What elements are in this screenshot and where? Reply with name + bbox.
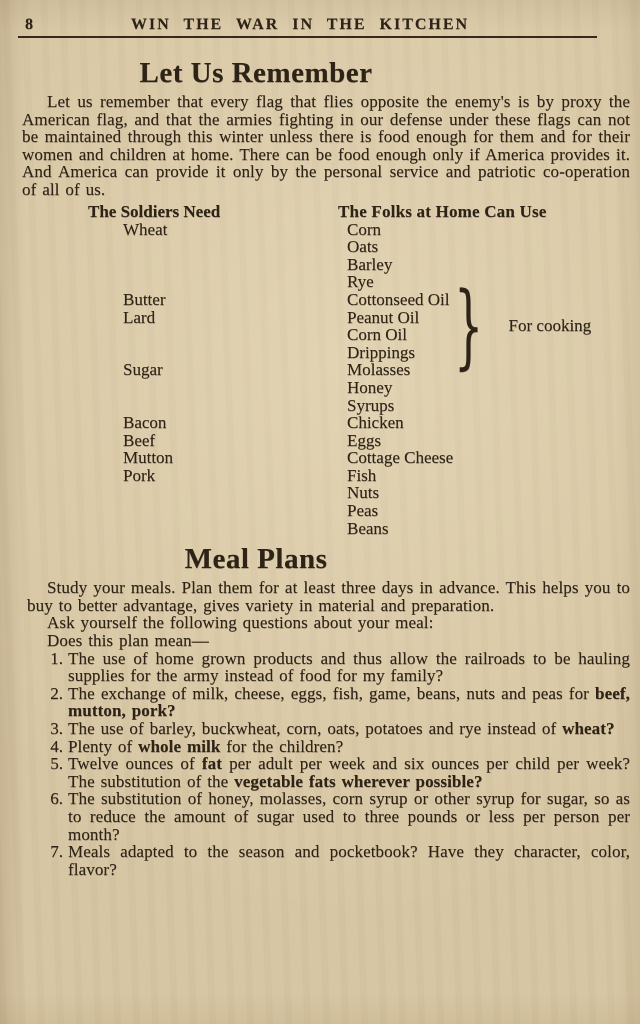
page-header (0, 0, 640, 44)
food-substitution-table (0, 203, 640, 538)
folks-at-home-item: Barley (347, 254, 393, 274)
question-text: The substitution of honey, molasses, corn syrup or other syrup for sugar, so as to reduce the amount of sugar used to three pounds or less per person per month? (68, 789, 630, 844)
soldiers-need-item (0, 256, 338, 274)
food-table-row (0, 221, 640, 239)
food-table-row (0, 432, 640, 450)
food-table-row (0, 467, 640, 485)
question-text: Twelve ounces of fat per adult per week and six ounces per child per week? The substitution of the vegetable fats wherever possible? (68, 754, 630, 791)
folks-at-home-item: Honey (347, 377, 393, 397)
question-text: Plenty of whole milk for the children? (68, 736, 344, 756)
question-item (0, 685, 640, 720)
folks-at-home-item: Syrups (347, 395, 395, 415)
folks-at-home-item: Corn (347, 219, 381, 239)
ask-yourself-line: Ask yourself the following questions about your meal: (47, 613, 434, 633)
question-text: The use of home grown products and thus allow the railroads to be hauling supplies for the army instead of food for my family? (68, 648, 630, 686)
soldiers-need-item (0, 397, 338, 415)
question-number: 2. (50, 683, 63, 703)
soldiers-need-item (0, 484, 338, 502)
folks-at-home-item: Corn Oil (347, 325, 407, 345)
soldiers-need-item (0, 238, 338, 256)
soldiers-need-item: Butter (123, 289, 166, 309)
question-number: 4. (50, 736, 63, 756)
food-table-header-row (0, 203, 640, 221)
question-text: The exchange of milk, cheese, eggs, fish, game, beans, nuts and peas for beef, mutton, pork? (68, 683, 630, 721)
food-table-row (0, 256, 640, 274)
soldiers-need-item: Wheat (123, 219, 168, 239)
food-table-row (0, 502, 640, 520)
folks-at-home-item: Eggs (347, 430, 381, 450)
soldiers-need-item (0, 344, 338, 362)
soldiers-need-item: Beef (123, 430, 156, 450)
soldiers-need-item (0, 273, 338, 291)
right-brace-icon: } (454, 272, 484, 380)
question-item (0, 755, 640, 790)
soldiers-need-item: Sugar (123, 360, 163, 380)
food-table-row (0, 484, 640, 502)
folks-at-home-item: Nuts (347, 483, 380, 503)
folks-at-home-item: Peanut Oil (347, 307, 420, 327)
soldiers-need-item (0, 379, 338, 397)
folks-at-home-item: Rye (347, 272, 374, 292)
folks-at-home-item: Beans (347, 518, 389, 538)
folks-at-home-item: Fish (347, 465, 377, 485)
folks-at-home-item: Chicken (347, 413, 404, 433)
question-item (0, 650, 640, 685)
for-cooking-group (454, 272, 592, 380)
running-title: WIN THE WAR IN THE KITCHEN (130, 16, 470, 33)
folks-at-home-item: Oats (347, 237, 379, 257)
soldiers-need-item (0, 326, 338, 344)
food-table-row (0, 238, 640, 256)
food-table-row (0, 449, 640, 467)
question-item (0, 720, 640, 738)
question-number: 1. (50, 648, 63, 668)
folks-at-home-item: Cottonseed Oil (347, 289, 450, 309)
column-header-soldiers-need: The Soldiers Need (88, 201, 221, 221)
folks-at-home-item: Drippings (347, 342, 415, 362)
question-item (0, 843, 640, 878)
question-text: Meals adapted to the season and pocketbook? Have they character, color, flavor? (68, 842, 630, 879)
soldiers-need-item (0, 502, 338, 520)
question-number: 7. (50, 842, 63, 862)
meal-plans-intro-paragraph: Study your meals. Plan them for at least three days in advance. This helps you to buy to better advantage, gives variety in material and preparation. (27, 578, 630, 615)
section-title-meal-plans: Meal Plans (184, 543, 328, 576)
question-number: 5. (50, 754, 63, 774)
soldiers-need-item (0, 520, 338, 538)
folks-at-home-item: Molasses (347, 360, 411, 380)
food-table-body (0, 221, 640, 538)
food-table-row (0, 273, 640, 291)
section-title-let-us-remember: Let Us Remember (139, 57, 373, 89)
soldiers-need-item: Pork (123, 465, 156, 485)
food-table-row (0, 397, 640, 415)
question-item (0, 738, 640, 756)
for-cooking-label: For cooking (508, 316, 592, 336)
question-number: 3. (50, 719, 63, 738)
question-number: 6. (50, 789, 63, 809)
question-item (0, 790, 640, 843)
column-header-folks-at-home: The Folks at Home Can Use (338, 201, 547, 221)
questions-list (0, 650, 640, 879)
remember-paragraph: Let us remember that every flag that flies opposite the enemy's is by proxy the American flag, and that the armies fighting in our defense under these flags can not be maintained through this winter unless there is food enough for them and for their women and children at home. There can be food enough only if America provides it. And America can provide it only by the personal service and patriotic co-operation of all of us. (22, 92, 630, 199)
soldiers-need-item: Mutton (123, 448, 174, 468)
food-table-row (0, 379, 640, 397)
soldiers-need-item: Lard (123, 307, 156, 327)
folks-at-home-item: Peas (347, 501, 379, 521)
food-table-row (0, 361, 640, 379)
does-this-plan-mean-line: Does this plan mean— (47, 631, 209, 651)
header-rule (18, 36, 597, 38)
soldiers-need-item: Bacon (123, 413, 167, 433)
question-text: The use of barley, buckwheat, corn, oats, potatoes and rye instead of wheat? (68, 719, 615, 738)
food-table-row (0, 414, 640, 432)
food-table-row (0, 520, 640, 538)
page-number: 8 (25, 16, 33, 33)
folks-at-home-item: Cottage Cheese (347, 448, 454, 468)
